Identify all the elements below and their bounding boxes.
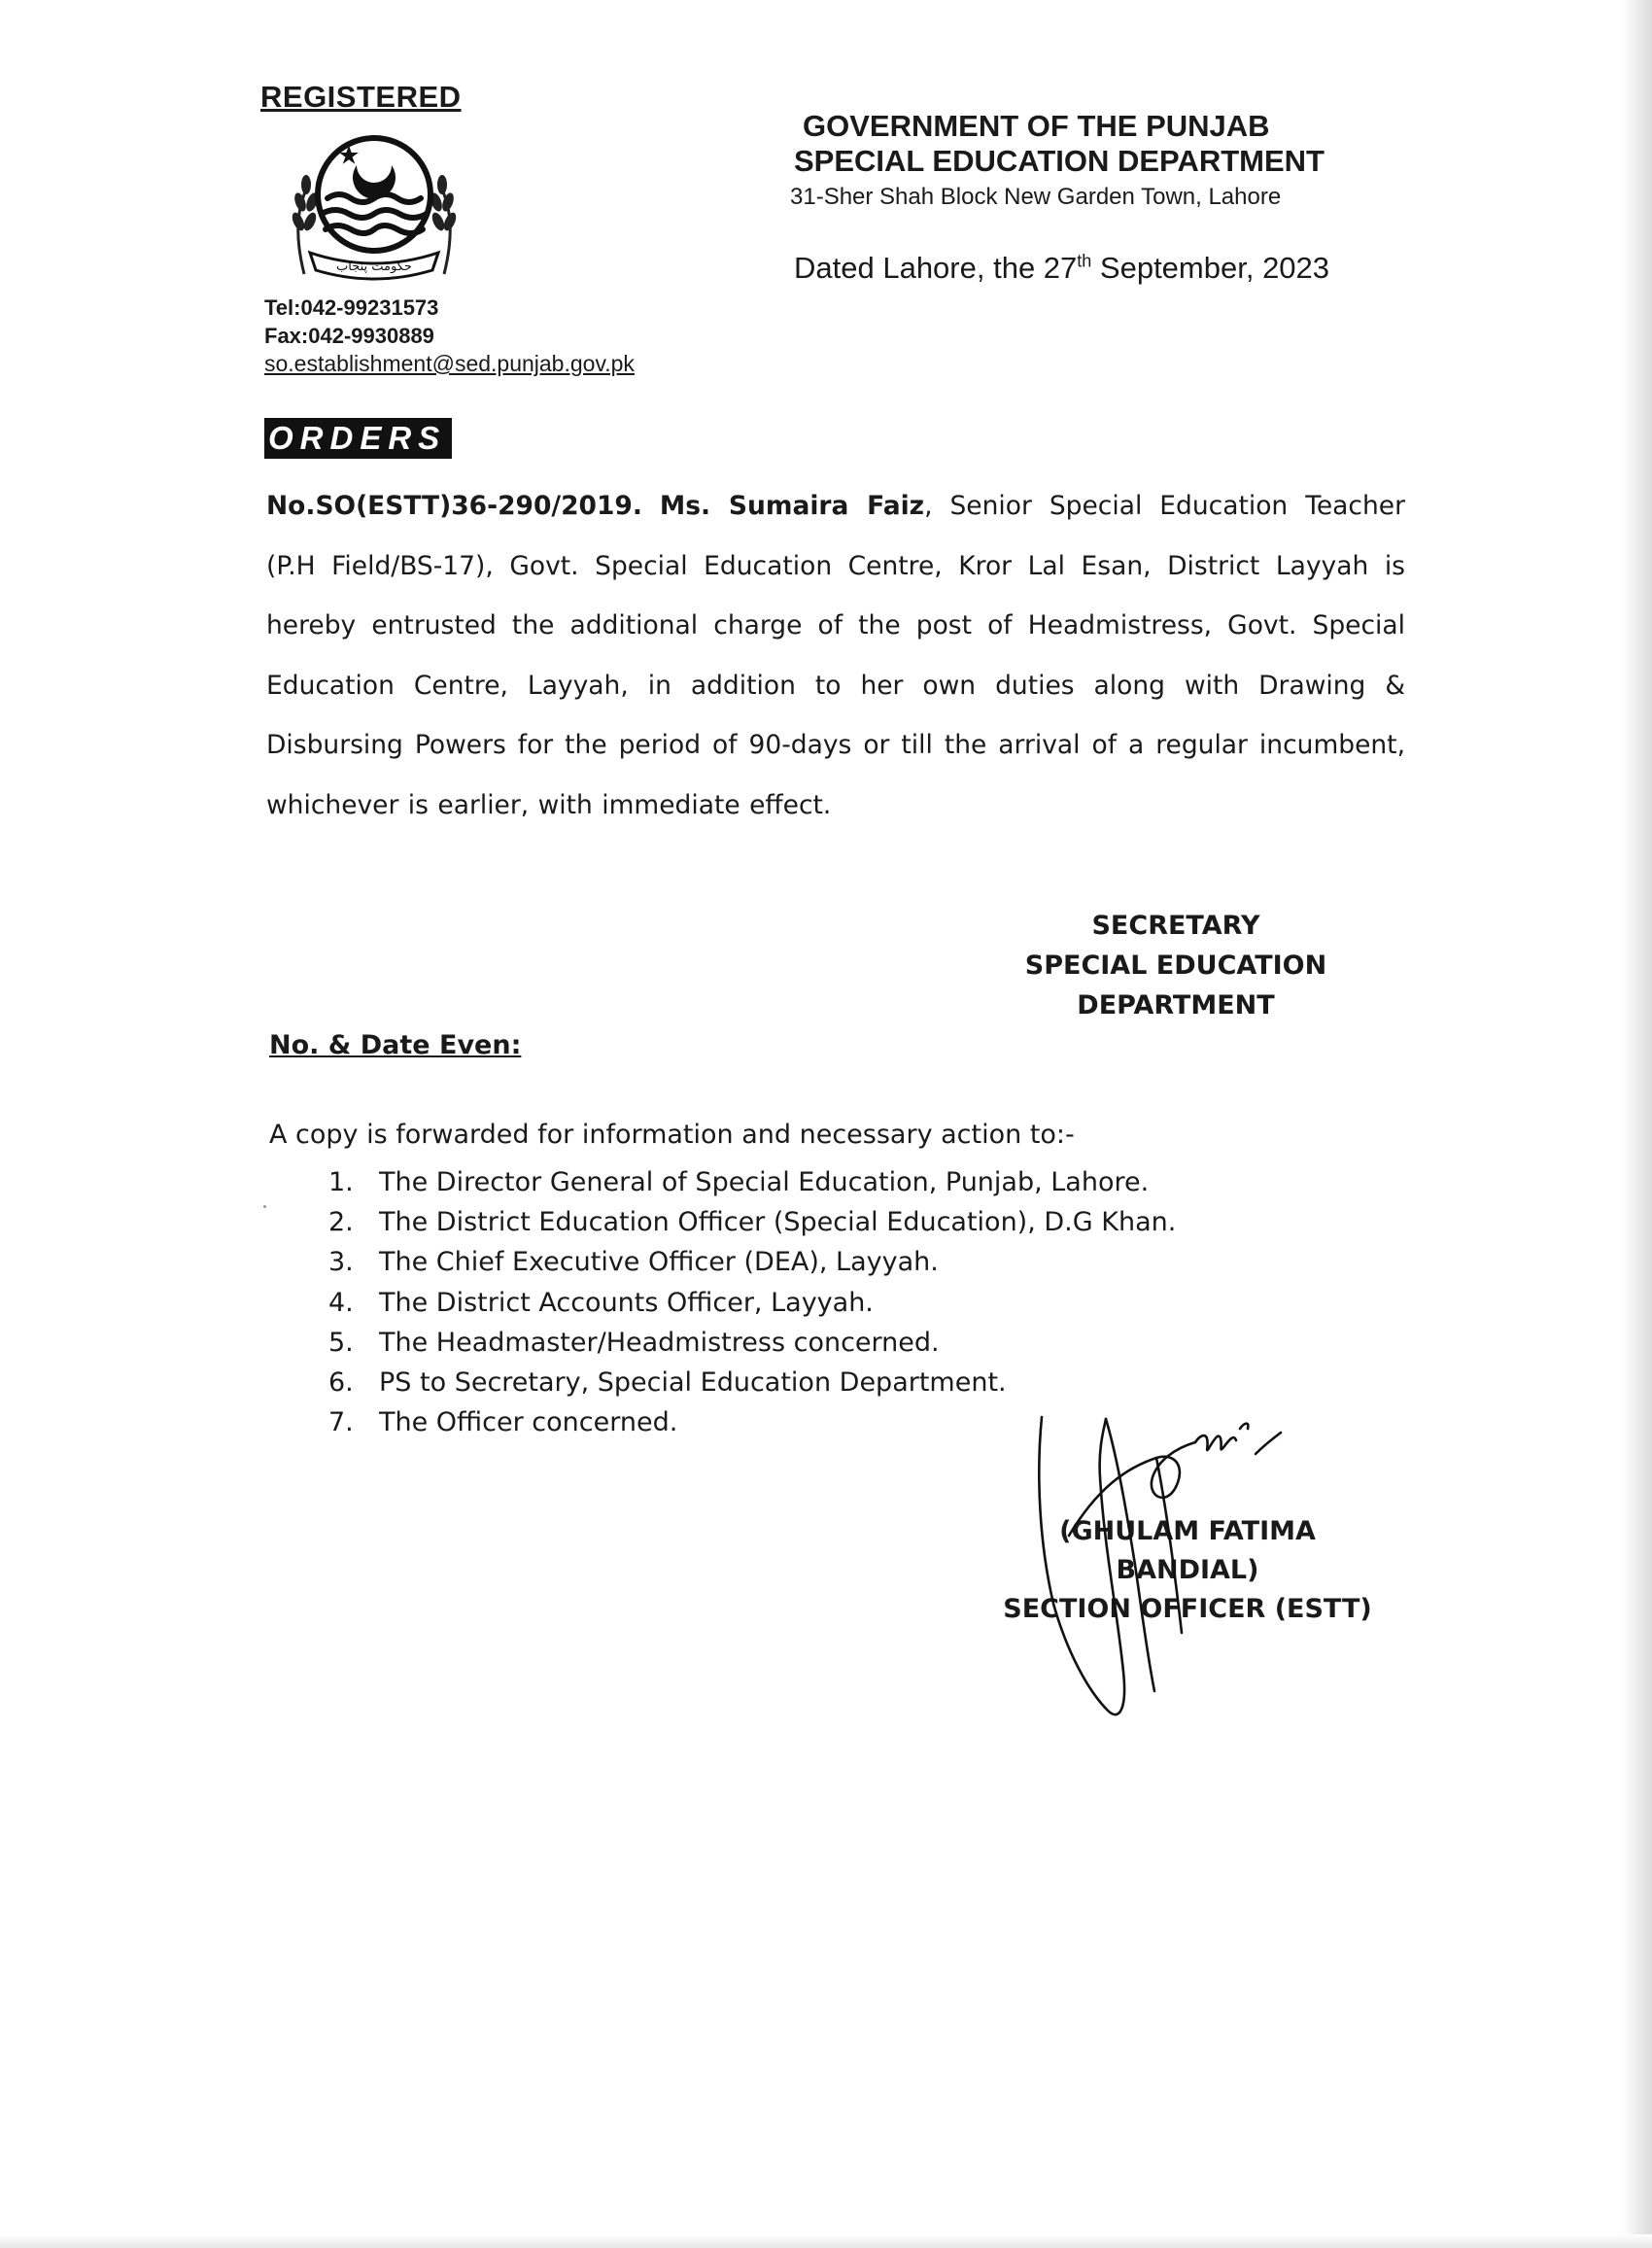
dated-prefix: Dated Lahore, the 27 <box>794 251 1078 285</box>
list-item-number: 6. <box>328 1367 354 1399</box>
list-item <box>328 1323 1176 1363</box>
list-item-text: PS to Secretary, Special Education Department. <box>379 1367 1007 1399</box>
svg-text:حکومت پنجاب: حکومت پنجاب <box>336 259 412 274</box>
government-title: GOVERNMENT OF THE PUNJAB <box>803 109 1270 143</box>
dated-suffix: September, 2023 <box>1091 251 1330 285</box>
endorsement-heading: No. & Date Even: <box>269 1030 522 1060</box>
list-item-number: 2. <box>328 1207 354 1238</box>
list-item-text: The Chief Executive Officer (DEA), Layyah. <box>379 1247 939 1278</box>
page-edge-shadow-bottom <box>0 2234 1652 2248</box>
scan-speck <box>263 1205 266 1208</box>
teacher-name: Ms. Sumaira Faiz <box>659 491 925 521</box>
secretary-line-3: DEPARTMENT <box>1077 990 1275 1020</box>
list-item <box>328 1242 1176 1282</box>
list-item <box>328 1162 1176 1202</box>
fax-number: Fax:042-9930889 <box>264 324 434 348</box>
telephone-number: Tel:042-99231573 <box>264 295 439 320</box>
registered-label: REGISTERED <box>260 80 462 114</box>
list-item <box>328 1283 1176 1323</box>
list-item-text: The Headmaster/Headmistress concerned. <box>379 1327 940 1358</box>
list-item-number: 1. <box>328 1167 354 1197</box>
list-item-text: The District Accounts Officer, Layyah. <box>379 1287 874 1318</box>
page-edge-shadow <box>1623 0 1652 2248</box>
orders-heading: ORDERS <box>264 418 452 459</box>
dated-line <box>794 251 1329 286</box>
secretary-line-1: SECRETARY <box>1091 911 1260 941</box>
list-item <box>328 1363 1176 1402</box>
signatory-name: (GHULAM FATIMA BANDIAL) <box>1059 1516 1316 1585</box>
endorsement-intro: A copy is forwarded for information and necessary action to:- <box>269 1120 1075 1150</box>
list-item-number: 7. <box>328 1407 354 1438</box>
email-address: so.establishment@sed.punjab.gov.pk <box>264 351 635 376</box>
list-item-text: The Officer concerned. <box>379 1407 678 1438</box>
office-address: 31-Sher Shah Block New Garden Town, Lahore <box>790 184 1282 210</box>
secretary-block <box>1011 906 1341 1025</box>
list-item-number: 3. <box>328 1247 354 1278</box>
orders-paragraph <box>266 476 1405 835</box>
order-reference-number: No.SO(ESTT)36-290/2019. <box>266 491 642 521</box>
list-item-text: The District Education Officer (Special Education), D.G Khan. <box>379 1207 1177 1238</box>
signatory-designation: SECTION OFFICER (ESTT) <box>1003 1594 1372 1624</box>
list-item-number: 5. <box>328 1327 354 1358</box>
list-item-text: The Director General of Special Education, Punjab, Lahore. <box>379 1167 1150 1197</box>
list-item <box>328 1202 1176 1242</box>
handwritten-signature-icon <box>1011 1400 1302 1730</box>
secretary-line-2: SPECIAL EDUCATION <box>1024 951 1327 981</box>
dated-superscript: th <box>1077 251 1092 271</box>
punjab-government-emblem-icon <box>277 128 471 284</box>
department-title: SPECIAL EDUCATION DEPARTMENT <box>794 144 1325 178</box>
list-item-number: 4. <box>328 1287 354 1318</box>
order-body-text: , Senior Special Education Teacher (P.H Field/BS-17), Govt. Special Education Centre, Kror Lal Esan, District Layyah is hereby entrusted the additional charge of the post of Headmistress, Govt. Special Education Centre, Layyah, in addition to her own duties along with Drawing & Disbursing Powers for the period of 90-days or till the arrival of a regular incumbent, whichever is earlier, with immediate effect. <box>266 491 1405 820</box>
